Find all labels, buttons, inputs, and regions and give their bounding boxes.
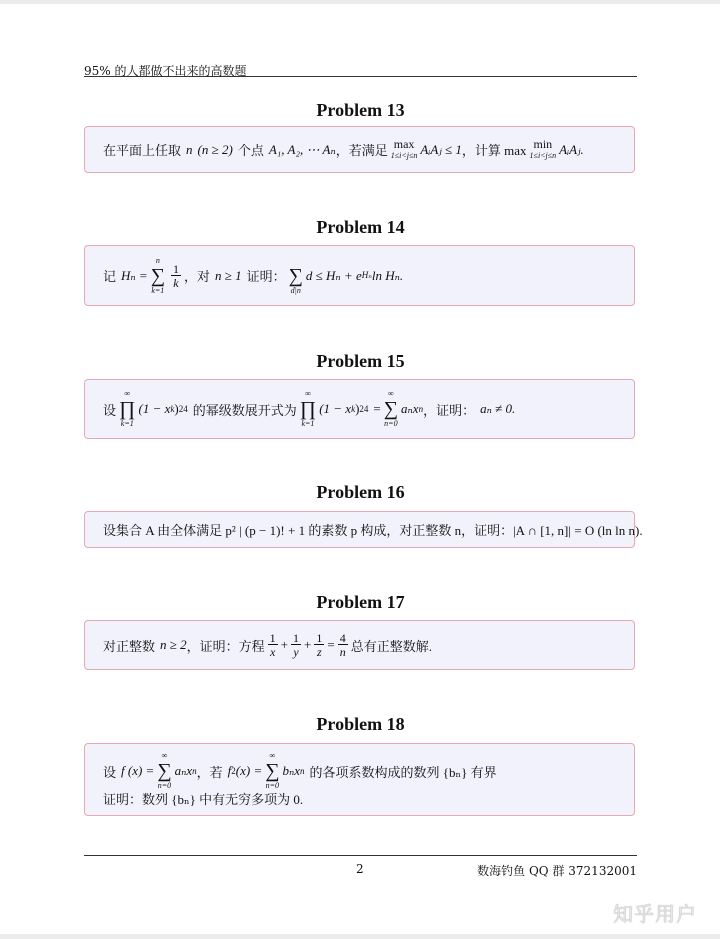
math-sup: Hₙ: [361, 270, 372, 280]
problem-14-box: [84, 245, 635, 306]
problem-15-box: [84, 379, 635, 439]
product-operator: ∞ ∏ k=1: [299, 389, 317, 428]
zhihu-watermark: 知乎用户: [613, 902, 697, 926]
problem-18-box: [84, 743, 635, 816]
text: ，若满足: [335, 143, 388, 158]
problem-16-statement: 设集合 A 由全体满足 p² | (p − 1)! + 1 的素数 p 构成，对正整数 n，证明：|A ∩ [1, n]| = O (ln ln n).: [103, 523, 643, 538]
text: 对正整数: [103, 638, 156, 654]
problem-13-box: [84, 126, 635, 173]
sum-operator: ∑ d|n: [288, 264, 303, 295]
bottom-border-bar: [0, 934, 720, 939]
math: n: [186, 141, 193, 157]
math-sup: n: [192, 766, 197, 776]
math: AᵢAⱼ.: [559, 141, 584, 157]
text: 证明：: [246, 269, 286, 284]
text: 设: [103, 402, 117, 418]
math-sup: k: [351, 404, 356, 414]
problem-13-title: Problem 13: [316, 100, 405, 120]
text: 总有正整数解.: [350, 638, 432, 654]
math: +: [280, 637, 289, 652]
problem-18-line-2: 证明：数列 {bₙ} 中有无穷多项为 0.: [103, 792, 304, 807]
math: (n ≥ 2): [197, 141, 233, 157]
problem-17-box: [84, 620, 635, 670]
math-sup: k: [170, 404, 175, 414]
math-sup: 24: [359, 404, 369, 414]
math-sup: n: [300, 766, 305, 776]
page-header: [84, 60, 637, 77]
problem-18-title: Problem 18: [316, 714, 405, 734]
text: 设: [103, 764, 117, 780]
page-number: 2: [356, 862, 364, 876]
top-border-bar: [0, 0, 720, 4]
text: 记: [103, 269, 117, 284]
fraction: $\frac{1}{y}$: [293, 631, 300, 659]
math: A₁, A₂, ⋯ Aₙ: [268, 141, 336, 157]
fraction: $\frac{1}{z}$: [316, 631, 323, 659]
text: ，对: [183, 269, 210, 284]
math: AᵢAⱼ ≤ 1: [420, 141, 462, 157]
math-sup: n: [418, 404, 424, 414]
math-sup: 2: [231, 766, 236, 776]
math: ln Hₙ.: [371, 267, 404, 283]
math: aₙx: [401, 401, 419, 416]
sum-operator: ∞ ∑ n=0: [383, 389, 399, 428]
max-operator: max 1≤i<j≤n: [390, 137, 418, 160]
sum-operator: n ∑ k=1: [150, 255, 165, 295]
math: f (x) =: [121, 763, 155, 778]
math: =: [373, 401, 381, 416]
math: Hₙ =: [121, 267, 148, 283]
problem-17-title: Problem 17: [316, 592, 405, 612]
math: (1 − x: [319, 401, 352, 416]
header-title: 95% 的人都做不出来的高数题: [84, 64, 247, 78]
footer-group-info: 数海钓鱼 QQ 群 372132001: [477, 864, 637, 878]
text: ，计算 max: [461, 143, 527, 158]
math: (x) =: [235, 763, 263, 778]
problem-16-box: [84, 511, 643, 548]
text: ，证明：方程: [186, 638, 265, 654]
text: ，证明：: [423, 402, 476, 418]
text: 的幂级数展开式为: [192, 402, 297, 418]
math-sup: 24: [178, 404, 188, 414]
page-footer: [84, 855, 637, 886]
sum-operator: ∞ ∑ n=0: [157, 751, 172, 790]
fraction: $\frac{1}{k}$: [172, 261, 179, 290]
fraction: $\frac{4}{n}$: [339, 631, 346, 659]
math: =: [327, 637, 335, 652]
math: (1 − x: [138, 401, 171, 416]
problem-18-line-1: [103, 751, 497, 791]
problem-14-statement: [103, 256, 403, 296]
math: ): [355, 401, 360, 416]
math: n ≥ 1: [214, 267, 242, 283]
math: bₙx: [282, 763, 301, 778]
math: aₙx: [174, 763, 193, 778]
math: ): [174, 401, 179, 416]
sum-operator: ∞ ∑ n=0: [265, 751, 280, 790]
math: aₙ ≠ 0.: [480, 401, 516, 416]
problem-14-title: Problem 14: [316, 217, 405, 237]
min-operator: min 1≤i<j≤n: [529, 137, 557, 160]
text: 的各项系数构成的数列 {bₙ} 有界: [309, 764, 497, 780]
text: ，若: [196, 764, 223, 780]
text: 个点: [237, 143, 264, 158]
problem-15-statement: [103, 389, 515, 429]
math: n ≥ 2: [160, 637, 187, 652]
problem-17-statement: [103, 632, 432, 658]
math: f: [227, 763, 232, 778]
product-operator: ∞ ∏ k=1: [119, 389, 136, 428]
fraction: $\frac{1}{x}$: [269, 631, 276, 659]
text: 在平面上任取: [103, 143, 182, 158]
math: +: [304, 637, 312, 652]
problem-15-title: Problem 15: [316, 351, 405, 371]
math: d ≤ Hₙ + e: [305, 267, 362, 283]
problem-13-statement: [103, 138, 584, 161]
problem-16-title: Problem 16: [316, 482, 405, 502]
